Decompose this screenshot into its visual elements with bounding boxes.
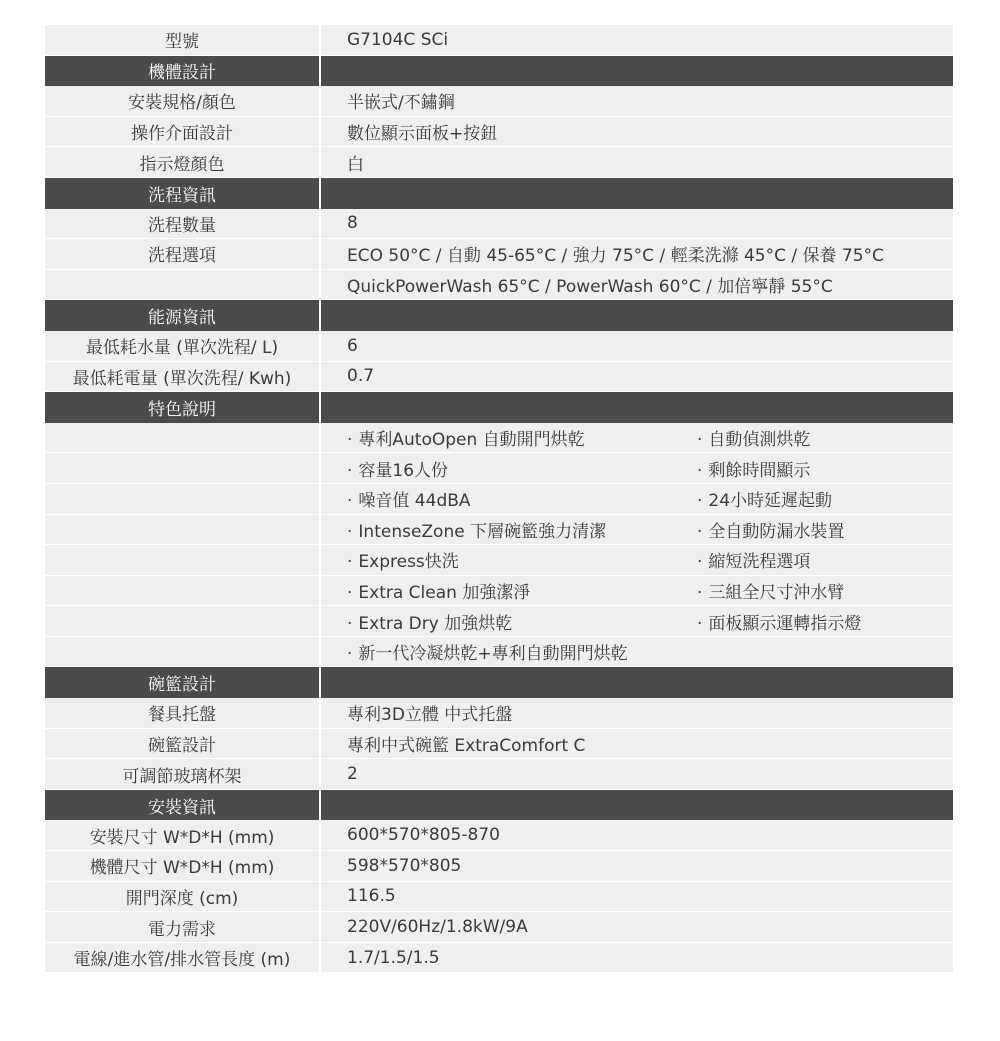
spec-row (45, 270, 953, 301)
bullet: · (347, 613, 353, 634)
spec-value: 數位顯示面板+按鈕 (321, 117, 953, 147)
feature-row (45, 423, 953, 454)
feature-values (321, 637, 953, 667)
spec-value: 白 (321, 147, 953, 177)
spec-label: 電線/進水管/排水管長度 (m) (45, 943, 321, 973)
feature-values (321, 606, 953, 636)
spec-value: 專利中式碗籃 ExtraComfort C (321, 729, 953, 759)
spec-label: 最低耗水量 (單次洗程/ L) (45, 331, 321, 361)
feature-item (697, 547, 953, 572)
bullet: · (347, 491, 353, 512)
spec-row (45, 86, 953, 117)
spec-label: 最低耗電量 (單次洗程/ Kwh) (45, 362, 321, 392)
section-fill (321, 667, 953, 698)
spec-value: 598*570*805 (321, 851, 953, 881)
spec-label: 安裝規格/顏色 (45, 86, 321, 116)
feature-row (45, 576, 953, 607)
bullet: · (697, 460, 703, 481)
feature-values (321, 453, 953, 483)
section-header-row (45, 790, 953, 821)
spec-table (45, 25, 953, 973)
section-header-row (45, 178, 953, 209)
bullet: · (347, 582, 353, 603)
spec-value: 專利3D立體 中式托盤 (321, 698, 953, 728)
feature-item (347, 425, 697, 450)
feature-values (321, 576, 953, 606)
bullet: · (697, 552, 703, 573)
feature-row (45, 453, 953, 484)
feature-text: Extra Clean 加強潔淨 (358, 582, 531, 603)
spec-label: 可調節玻璃杯架 (45, 759, 321, 789)
spec-label: 電力需求 (45, 912, 321, 942)
spec-value: 600*570*805-870 (321, 820, 953, 850)
spec-row (45, 851, 953, 882)
spec-value: QuickPowerWash 65°C / PowerWash 60°C / 加倍寧靜 55°C (321, 270, 953, 300)
bullet: · (697, 491, 703, 512)
spec-row (45, 698, 953, 729)
spec-label: 安裝尺寸 W*D*H (mm) (45, 820, 321, 850)
spec-row (45, 331, 953, 362)
bullet: · (347, 552, 353, 573)
feature-row (45, 484, 953, 515)
section-fill (321, 56, 953, 87)
section-title: 能源資訊 (45, 300, 321, 331)
section-title: 安裝資訊 (45, 790, 321, 821)
feature-text: Express快洗 (358, 552, 459, 573)
spec-label: 型號 (45, 25, 321, 55)
feature-label-empty (45, 637, 321, 667)
feature-label-empty (45, 606, 321, 636)
spec-label: 洗程選項 (45, 239, 321, 269)
bullet: · (347, 460, 353, 481)
spec-row (45, 912, 953, 943)
bullet: · (697, 430, 703, 451)
spec-label: 指示燈顏色 (45, 147, 321, 177)
bullet: · (697, 521, 703, 542)
spec-value: 220V/60Hz/1.8kW/9A (321, 912, 953, 942)
feature-text: IntenseZone 下層碗籃強力清潔 (358, 521, 607, 542)
section-fill (321, 300, 953, 331)
feature-item (697, 425, 953, 450)
feature-row (45, 545, 953, 576)
feature-item (347, 486, 697, 511)
feature-text: 剩餘時間顯示 (708, 460, 811, 481)
spec-label: 操作介面設計 (45, 117, 321, 147)
feature-label-empty (45, 515, 321, 545)
feature-item (347, 456, 697, 481)
spec-row (45, 759, 953, 790)
feature-text: 新一代冷凝烘乾+專利自動開門烘乾 (358, 644, 628, 665)
spec-label: 餐具托盤 (45, 698, 321, 728)
feature-item (347, 639, 697, 664)
feature-row (45, 637, 953, 668)
section-header-row (45, 667, 953, 698)
feature-text: 24小時延遲起動 (708, 491, 833, 512)
spec-value: 2 (321, 759, 953, 789)
feature-text: 噪音值 44dBA (358, 491, 471, 512)
feature-values (321, 423, 953, 453)
spec-row (45, 943, 953, 974)
section-fill (321, 392, 953, 423)
section-header-row (45, 56, 953, 87)
feature-item (697, 486, 953, 511)
feature-label-empty (45, 576, 321, 606)
spec-row (45, 117, 953, 148)
feature-values (321, 484, 953, 514)
spec-value: 6 (321, 331, 953, 361)
spec-label: 機體尺寸 W*D*H (mm) (45, 851, 321, 881)
spec-row (45, 25, 953, 56)
feature-row (45, 515, 953, 546)
section-fill (321, 790, 953, 821)
section-header-row (45, 392, 953, 423)
feature-item (347, 609, 697, 634)
feature-text: 專利AutoOpen 自動開門烘乾 (358, 430, 585, 451)
bullet: · (697, 613, 703, 634)
feature-text: 容量16人份 (358, 460, 449, 481)
feature-item (697, 578, 953, 603)
section-title: 特色說明 (45, 392, 321, 423)
feature-text: 縮短洗程選項 (708, 552, 811, 573)
feature-text: 面板顯示運轉指示燈 (708, 613, 862, 634)
feature-text: 自動偵測烘乾 (708, 430, 811, 451)
feature-text: 全自動防漏水裝置 (708, 521, 845, 542)
spec-value: 1.7/1.5/1.5 (321, 943, 953, 973)
feature-text: Extra Dry 加強烘乾 (358, 613, 513, 634)
feature-item (697, 456, 953, 481)
spec-label: 洗程數量 (45, 209, 321, 239)
spec-row (45, 209, 953, 240)
spec-value: 0.7 (321, 362, 953, 392)
bullet: · (697, 582, 703, 603)
section-title: 洗程資訊 (45, 178, 321, 209)
spec-label: 碗籃設計 (45, 729, 321, 759)
bullet: · (347, 644, 353, 665)
bullet: · (347, 430, 353, 451)
feature-label-empty (45, 423, 321, 453)
spec-label (45, 270, 321, 300)
feature-label-empty (45, 545, 321, 575)
feature-label-empty (45, 453, 321, 483)
feature-text: 三組全尺寸沖水臂 (708, 582, 845, 603)
feature-item (347, 578, 697, 603)
feature-item (347, 547, 697, 572)
spec-row (45, 729, 953, 760)
spec-value: 8 (321, 209, 953, 239)
spec-row (45, 820, 953, 851)
spec-value: 半嵌式/不鏽鋼 (321, 86, 953, 116)
spec-row (45, 239, 953, 270)
spec-row (45, 882, 953, 913)
bullet: · (347, 521, 353, 542)
feature-item (697, 609, 953, 634)
spec-row (45, 147, 953, 178)
spec-value: 116.5 (321, 882, 953, 912)
feature-row (45, 606, 953, 637)
feature-label-empty (45, 484, 321, 514)
spec-value: G7104C SCi (321, 25, 953, 55)
feature-values (321, 515, 953, 545)
section-header-row (45, 300, 953, 331)
feature-item (347, 517, 697, 542)
section-title: 碗籃設計 (45, 667, 321, 698)
feature-item (697, 517, 953, 542)
section-title: 機體設計 (45, 56, 321, 87)
spec-label: 開門深度 (cm) (45, 882, 321, 912)
spec-row (45, 362, 953, 393)
spec-value: ECO 50°C / 自動 45-65°C / 強力 75°C / 輕柔洗滌 45°C / 保養 75°C (321, 239, 953, 269)
section-fill (321, 178, 953, 209)
feature-values (321, 545, 953, 575)
